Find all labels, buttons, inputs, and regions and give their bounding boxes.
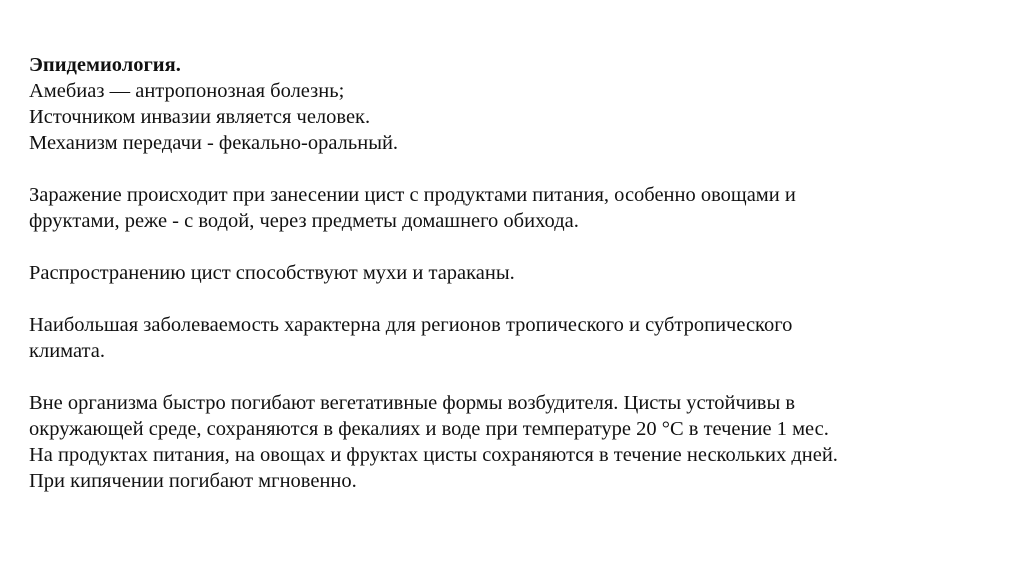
- text-line: Наибольшая заболеваемость характерна для регионов тропического и субтропического: [29, 314, 793, 336]
- slide-body: [29, 52, 989, 494]
- paragraph-spacer: [29, 364, 989, 390]
- slide-heading: Эпидемиология.: [29, 54, 181, 76]
- survival-paragraph: [29, 390, 989, 494]
- text-line: На продуктах питания, на овощах и фруктах цисты сохраняются в течение нескольких дней.: [29, 444, 838, 466]
- text-line: фруктами, реже - с водой, через предметы домашнего обихода.: [29, 210, 579, 232]
- text-line: Источником инвазии является человек.: [29, 106, 371, 128]
- spread-paragraph: [29, 260, 989, 286]
- text-line: Амебиаз — антропонозная болезнь;: [29, 80, 345, 102]
- text-line: климата.: [29, 340, 105, 362]
- text-line: Распространению цист способствуют мухи и тараканы.: [29, 262, 515, 284]
- text-line: Вне организма быстро погибают вегетативные формы возбудителя. Цисты устойчивы в: [29, 392, 796, 414]
- paragraph-spacer: [29, 286, 989, 312]
- infection-paragraph: [29, 182, 989, 234]
- paragraph-spacer: [29, 156, 989, 182]
- text-line: окружающей среде, сохраняются в фекалиях и воде при температуре 20 °С в течение 1 мес.: [29, 418, 829, 440]
- text-line: Заражение происходит при занесении цист с продуктами питания, особенно овощами и: [29, 184, 796, 206]
- incidence-paragraph: [29, 312, 989, 364]
- paragraph-spacer: [29, 234, 989, 260]
- text-line: При кипячении погибают мгновенно.: [29, 470, 357, 492]
- text-line: Механизм передачи - фекально-оральный.: [29, 132, 399, 154]
- intro-paragraph: [29, 78, 989, 156]
